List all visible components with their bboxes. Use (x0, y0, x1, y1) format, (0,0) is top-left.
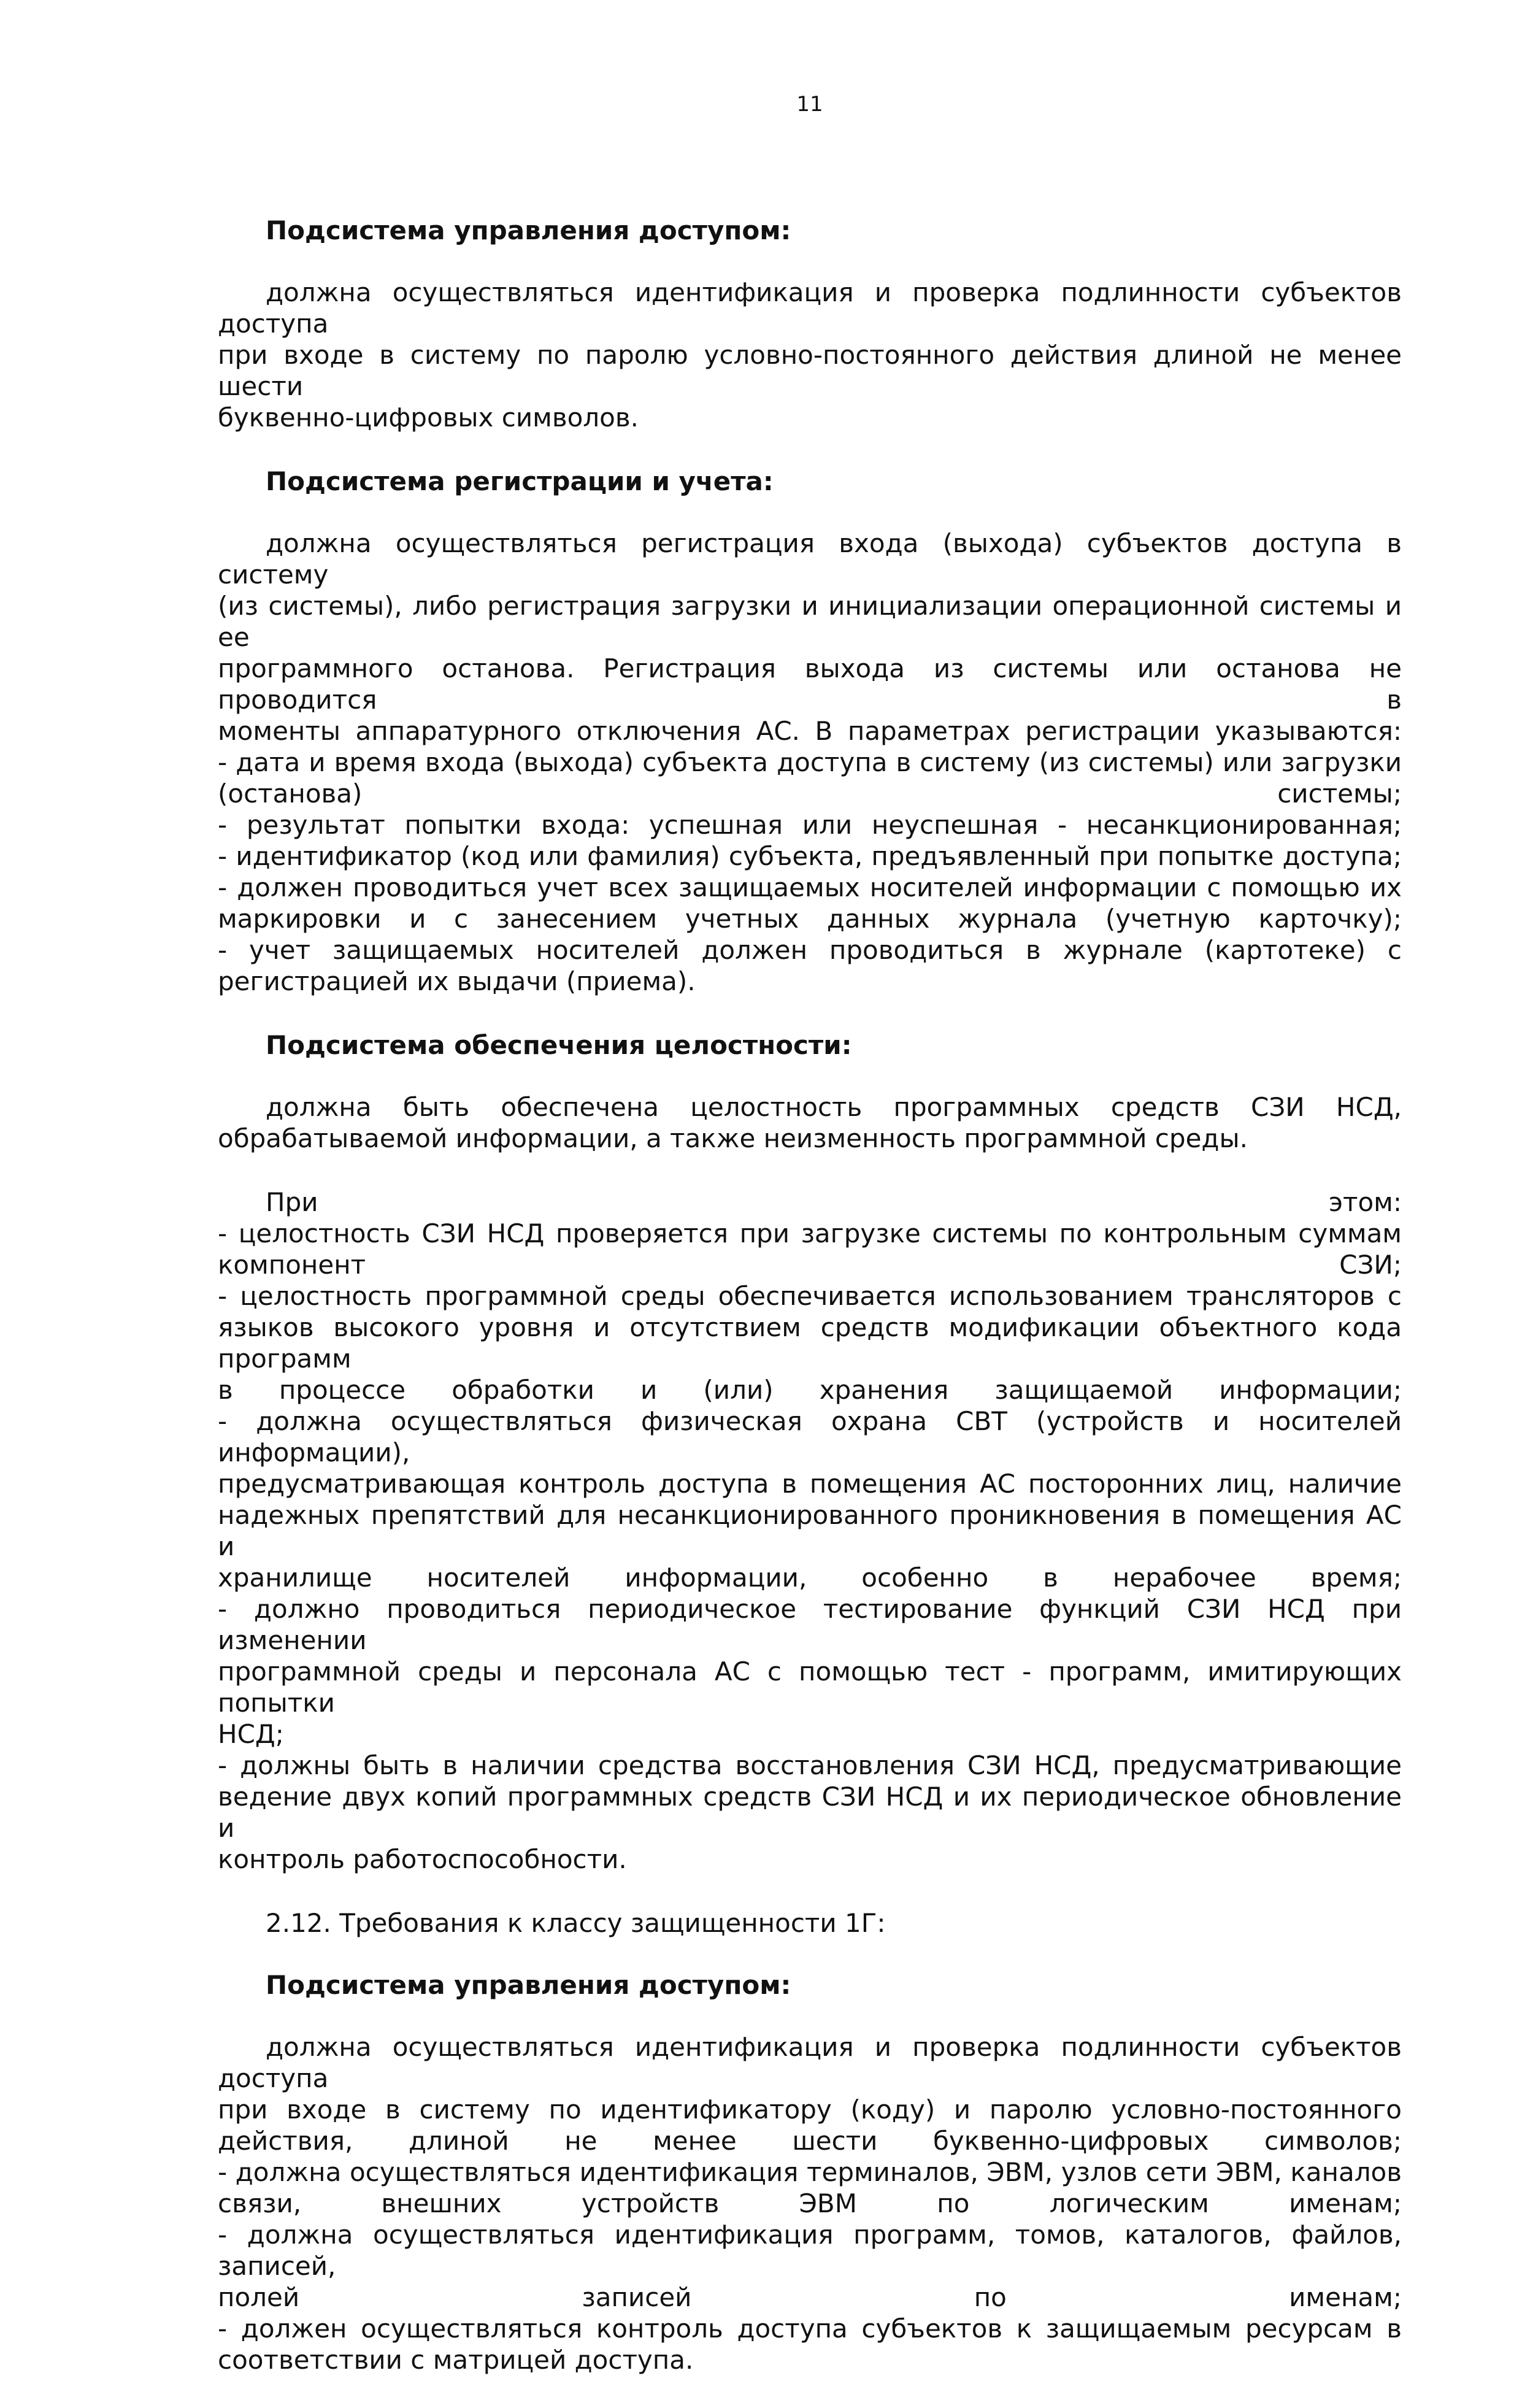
text-line: при входе в систему по идентификатору (коду) и паролю условно-постоянного (218, 2094, 1402, 2125)
text-line: - должен осуществляться контроль доступа субъектов к защищаемым ресурсам в (218, 2314, 1402, 2344)
text-line: программного останова. Регистрация выхода из системы или останова не проводится в (218, 653, 1402, 715)
text-line: - целостность программной среды обеспечивается использованием трансляторов с (218, 1281, 1402, 1311)
text-line: контроль работоспособности. (218, 1844, 627, 1874)
paragraph-registration (218, 528, 1402, 997)
text-line: хранилище носителей информации, особенно в нерабочее время; (218, 1563, 1402, 1593)
heading-access-control-1g: Подсистема управления доступом: (266, 1970, 791, 2000)
paragraph-integrity-details (218, 1187, 1402, 1875)
paragraph-integrity (218, 1091, 1402, 1154)
text-line: обрабатываемой информации, а также неизменность программной среды. (218, 1123, 1248, 1153)
text-line: - целостность СЗИ НСД проверяется при загрузке системы по контрольным суммам (218, 1218, 1402, 1248)
text-line: при входе в систему по паролю условно-постоянного действия длиной не менее шести (218, 340, 1402, 401)
text-line: ведение двух копий программных средств СЗИ НСД и их периодическое обновление и (218, 1782, 1402, 1843)
text-line: предусматривающая контроль доступа в помещения АС посторонних лиц, наличие (218, 1469, 1402, 1499)
text-line: - должен проводиться учет всех защищаемых носителей информации с помощью их (218, 872, 1402, 902)
text-line: полей записей по именам; (218, 2282, 1402, 2312)
paragraph-access-control (218, 277, 1402, 433)
text-line: - должно проводиться периодическое тестирование функций СЗИ НСД при изменении (218, 1594, 1402, 1655)
text-line: - результат попытки входа: успешная или неуспешная - несанкционированная; (218, 810, 1402, 840)
text-line: регистрацией их выдачи (приема). (218, 966, 696, 996)
text-line: - должна осуществляться идентификация терминалов, ЭВМ, узлов сети ЭВМ, каналов (218, 2157, 1402, 2187)
text-line: - должны быть в наличии средства восстановления СЗИ НСД, предусматривающие (218, 1750, 1402, 1780)
text-line: компонент СЗИ; (218, 1250, 1402, 1280)
text-line: надежных препятствий для несанкционированного проникновения в помещения АС и (218, 1500, 1402, 1561)
text-line: должна быть обеспечена целостность программных средств СЗИ НСД, (266, 1092, 1402, 1122)
text-line: соответствии с матрицей доступа. (218, 2345, 694, 2375)
text-line: буквенно-цифровых символов. (218, 402, 639, 433)
text-line: должна осуществляться идентификация и проверка подлинности субъектов доступа (218, 2032, 1402, 2093)
text-line: должна осуществляться регистрация входа (выхода) субъектов доступа в систему (218, 528, 1402, 590)
text-line: - должна осуществляться физическая охрана СВТ (устройств и носителей информации), (218, 1406, 1402, 1467)
page-number: 11 (796, 92, 823, 117)
text-line: - идентификатор (код или фамилия) субъекта, предъявленный при попытке доступа; (218, 841, 1402, 871)
text-line: НСД; (218, 1719, 284, 1749)
paragraph-access-control-1g (218, 2031, 1402, 2375)
section-title-1g: 2.12. Требования к классу защищенности 1Г: (266, 1908, 886, 1938)
heading-registration: Подсистема регистрации и учета: (266, 466, 774, 496)
text-line: связи, внешних устройств ЭВМ по логическим именам; (218, 2188, 1402, 2218)
document-page (218, 92, 1402, 2408)
text-line: - дата и время входа (выхода) субъекта доступа в систему (из системы) или загрузки (218, 747, 1402, 777)
text-line: (останова) системы; (218, 779, 1402, 809)
text-line: программной среды и персонала АС с помощью тест - программ, имитирующих попытки (218, 1656, 1402, 1718)
text-line: действия, длиной не менее шести буквенно-цифровых символов; (218, 2126, 1402, 2156)
heading-access-control: Подсистема управления доступом: (266, 215, 791, 245)
text-line: в процессе обработки и (или) хранения защищаемой информации; (218, 1375, 1402, 1405)
text-line: - учет защищаемых носителей должен проводиться в журнале (картотеке) с (218, 935, 1402, 965)
text-line: маркировки и с занесением учетных данных журнала (учетную карточку); (218, 904, 1402, 934)
text-line: При этом: (266, 1187, 1402, 1217)
text-line: (из системы), либо регистрация загрузки и инициализации операционной системы и ее (218, 591, 1402, 652)
text-line: моменты аппаратурного отключения АС. В параметрах регистрации указываются: (218, 716, 1402, 746)
text-line: должна осуществляться идентификация и проверка подлинности субъектов доступа (218, 277, 1402, 339)
text-line: языков высокого уровня и отсутствием средств модификации объектного кода программ (218, 1312, 1402, 1374)
text-line: - должна осуществляться идентификация программ, томов, каталогов, файлов, записей, (218, 2220, 1402, 2281)
heading-integrity: Подсистема обеспечения целостности: (266, 1030, 852, 1060)
